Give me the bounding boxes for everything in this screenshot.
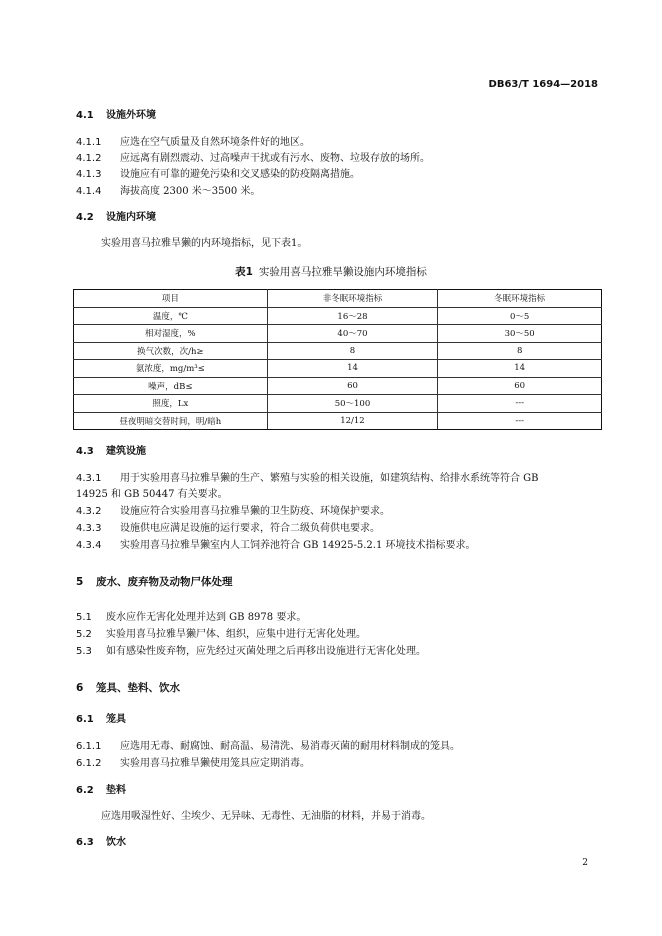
table-row	[74, 325, 602, 343]
table-cell: 温度，℃	[74, 307, 268, 325]
table-row	[74, 360, 602, 378]
clause-number: 4.3.2	[76, 506, 102, 517]
table-cell: 12/12	[267, 412, 438, 430]
section-number: 6.2	[76, 785, 94, 796]
table-number: 表1	[235, 266, 253, 278]
page-number: 2	[582, 858, 588, 868]
clause-4-3-1	[76, 472, 539, 486]
clause-6-1-1	[76, 740, 460, 754]
section-number: 6.1	[76, 714, 94, 725]
section-number: 4.3	[76, 446, 94, 457]
table-cell: 8	[438, 342, 602, 360]
clause-5-1	[76, 611, 306, 625]
section-title: 废水、废弃物及动物尸体处理	[96, 576, 233, 588]
table-cell: 40～70	[267, 325, 438, 343]
section-4-1-heading	[76, 109, 156, 123]
clause-number: 6.1.2	[76, 758, 102, 769]
clause-5-2	[76, 628, 366, 642]
section-title: 设施内环境	[106, 212, 156, 223]
table-header-cell: 冬眠环境指标	[438, 290, 602, 308]
section-title: 建筑设施	[106, 446, 146, 457]
document-code: DB63/T 1694—2018	[488, 79, 598, 90]
table-header-row	[74, 290, 602, 308]
table-cell: 照度，Lx	[74, 395, 268, 413]
table-title: 实验用喜马拉雅旱獭设施内环境指标	[258, 266, 427, 278]
section-6-1-heading	[76, 713, 126, 727]
section-number: 6	[76, 682, 84, 694]
table-cell: 30～50	[438, 325, 602, 343]
clause-4-1-4	[76, 185, 260, 199]
clause-number: 5.3	[76, 646, 92, 657]
table-header-cell: 非冬眠环境指标	[267, 290, 438, 308]
section-6-2-paragraph: 应选用吸湿性好、尘埃少、无异味、无毒性、无油脂的材料，并易于消毒。	[101, 811, 431, 822]
table-row	[74, 412, 602, 430]
table-cell: 氨浓度，mg/m³≤	[74, 360, 268, 378]
clause-4-3-4	[76, 539, 476, 553]
section-5-heading	[76, 575, 233, 589]
table-cell: 14	[267, 360, 438, 378]
section-title: 笼具	[106, 714, 126, 725]
section-6-heading	[76, 681, 180, 695]
clause-text: 如有感染性废弃物，应先经过灭菌处理之后再移出设施进行无害化处理。	[106, 646, 426, 657]
table-cell: 0～5	[438, 307, 602, 325]
clause-number: 4.3.1	[76, 473, 102, 484]
table-cell: 60	[267, 377, 438, 395]
clause-number: 6.1.1	[76, 741, 102, 752]
clause-number: 4.1.2	[76, 153, 102, 164]
clause-number: 4.1.4	[76, 186, 102, 197]
clause-text: 用于实验用喜马拉雅旱獭的生产、繁殖与实验的相关设施，如建筑结构、给排水系统等符合 GB	[120, 473, 539, 484]
table-cell: 50～100	[267, 395, 438, 413]
table-cell: 60	[438, 377, 602, 395]
clause-4-3-1-continuation: 14925 和 GB 50447 有关要求。	[76, 489, 228, 500]
section-title: 笼具、垫料、饮水	[96, 682, 180, 694]
section-4-2-paragraph: 实验用喜马拉雅旱獭的内环境指标，见下表1。	[101, 238, 308, 249]
section-title: 饮水	[106, 837, 126, 848]
clause-text: 实验用喜马拉雅旱獭使用笼具应定期消毒。	[120, 758, 310, 769]
table-cell: 噪声，dB≤	[74, 377, 268, 395]
clause-text: 设施应符合实验用喜马拉雅旱獭的卫生防疫、环境保护要求。	[120, 506, 390, 517]
clause-number: 4.3.3	[76, 523, 102, 534]
clause-5-3	[76, 645, 426, 659]
section-6-2-heading	[76, 784, 126, 798]
table-row	[74, 307, 602, 325]
table-cell: 16～28	[267, 307, 438, 325]
clause-text: 设施应有可靠的避免污染和交叉感染的防疫隔离措施。	[120, 169, 360, 180]
section-number: 4.1	[76, 110, 94, 121]
clause-number: 5.1	[76, 612, 92, 623]
section-title: 垫料	[106, 785, 126, 796]
clause-4-1-2	[76, 152, 430, 166]
environment-table	[73, 289, 602, 430]
table-cell: 换气次数，次/h≥	[74, 342, 268, 360]
section-4-3-heading	[76, 445, 146, 459]
clause-text: 实验用喜马拉雅旱獭尸体、组织，应集中进行无害化处理。	[106, 629, 366, 640]
clause-4-1-3	[76, 168, 360, 182]
section-number: 6.3	[76, 837, 94, 848]
clause-text: 海拔高度 2300 米～3500 米。	[120, 186, 261, 197]
table-row	[74, 395, 602, 413]
table-cell: 相对湿度，%	[74, 325, 268, 343]
section-4-2-heading	[76, 211, 156, 225]
section-title: 设施外环境	[106, 110, 156, 121]
section-number: 4.2	[76, 212, 94, 223]
table-cell: 昼夜明暗交替时间，明/暗h	[74, 412, 268, 430]
table-cell: ---	[438, 395, 602, 413]
table-row	[74, 342, 602, 360]
table-row	[74, 377, 602, 395]
table-caption	[0, 264, 662, 279]
clause-4-3-2	[76, 505, 390, 519]
clause-text: 应选在空气质量及自然环境条件好的地区。	[120, 137, 310, 148]
table-cell: ---	[438, 412, 602, 430]
clause-4-1-1	[76, 136, 310, 150]
clause-text: 应远离有剧烈震动、过高噪声干扰或有污水、废物、垃圾存放的场所。	[120, 153, 430, 164]
clause-number: 4.3.4	[76, 540, 102, 551]
clause-text: 实验用喜马拉雅旱獭室内人工饲养池符合 GB 14925-5.2.1 环境技术指标要求。	[120, 540, 476, 551]
clause-number: 4.1.1	[76, 137, 102, 148]
section-6-3-heading	[76, 836, 126, 850]
clause-6-1-2	[76, 757, 310, 771]
table-cell: 14	[438, 360, 602, 378]
clause-number: 4.1.3	[76, 169, 102, 180]
clause-text: 设施供电应满足设施的运行要求，符合二级负荷供电要求。	[120, 523, 380, 534]
table-header-cell: 项目	[74, 290, 268, 308]
clause-4-3-3	[76, 522, 380, 536]
clause-text: 废水应作无害化处理并达到 GB 8978 要求。	[106, 612, 307, 623]
clause-text: 应选用无毒、耐腐蚀、耐高温、易清洗、易消毒灭菌的耐用材料制成的笼具。	[120, 741, 460, 752]
clause-number: 5.2	[76, 629, 92, 640]
section-number: 5	[76, 576, 84, 588]
table-cell: 8	[267, 342, 438, 360]
